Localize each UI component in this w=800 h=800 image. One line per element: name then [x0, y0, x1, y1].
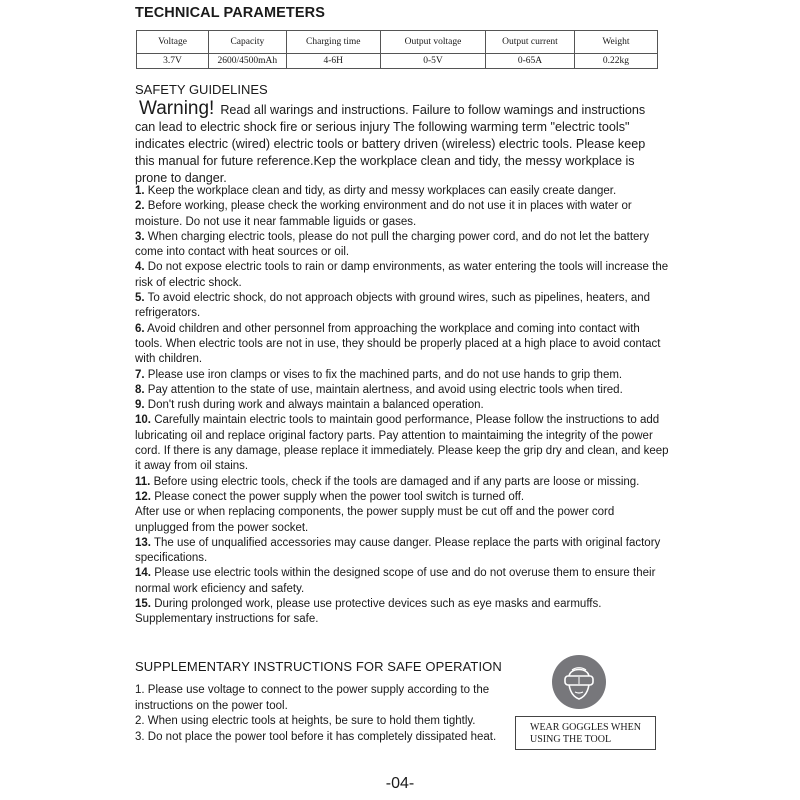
technical-parameters-table: [136, 30, 658, 69]
safety-rule: [135, 475, 670, 490]
safety-rule-number: 9.: [135, 399, 145, 412]
warning-label: Warning!: [139, 98, 215, 119]
safety-rule-text: Before using electric tools, check if the tools are damaged and if any parts are loose or missing.: [153, 475, 640, 488]
value-weight: 0.22kg: [574, 54, 657, 69]
safety-goggles-icon: [552, 655, 606, 709]
safety-rule-number: 14.: [135, 567, 151, 580]
header-output-voltage: Output voltage: [380, 31, 485, 54]
safety-rule: [135, 597, 670, 612]
technical-parameters-title: TECHNICAL PARAMETERS: [135, 5, 325, 21]
page-number: -04-: [385, 775, 415, 792]
supplementary-title: SUPPLEMENTARY INSTRUCTIONS FOR SAFE OPERATION: [135, 659, 502, 674]
value-capacity: 2600/4500mAh: [209, 54, 287, 69]
value-voltage: 3.7V: [137, 54, 209, 69]
value-charging-time: 4-6H: [286, 54, 380, 69]
safety-rule-text: After use or when replacing components, the power supply must be cut off and the power cord unplugged from the power socket.: [135, 506, 615, 534]
safety-rule-text: Avoid children and other personnel from approaching the workplace and coming into contact with tools. When electric tools are not in use, they should be properly placed at a high place to avoid contact with children.: [135, 322, 661, 366]
safety-rule-text: Pay attention to the state of use, maintain alertness, and avoid using electric tools when tired.: [147, 383, 623, 396]
safety-rule: [135, 398, 670, 413]
safety-rule-number: 11.: [135, 475, 151, 488]
safety-rules-list: [135, 184, 670, 628]
safety-rule-text: Before working, please check the working environment and do not use it in places with water or moisture. Do not use it near fammable liguids or gases.: [135, 200, 632, 228]
safety-rule-number: 6.: [135, 322, 145, 335]
safety-rule: [135, 383, 670, 398]
table-header-row: [137, 31, 658, 54]
table-value-row: [137, 54, 658, 69]
safety-rule-number: 3.: [135, 230, 145, 243]
safety-rule: [135, 505, 670, 536]
safety-rule-text: Carefully maintain electric tools to maintain good performance, Please follow the instructions to add lubricating oil and replace original factory parts. Pay attention to maintaiming the integrity of the power cord. If there is any damage, please replace it immediately. Please keep the grip dry and clean, and keep it away from oil stains.: [135, 414, 669, 473]
safety-rule-text: Please use iron clamps or vises to fix the machined parts, and do not use hands to grip them.: [147, 368, 623, 381]
safety-rule-text: Please use electric tools within the designed scope of use and do not overuse them to ensure their normal work eficiency and safety.: [135, 567, 656, 595]
safety-rule-number: 15.: [135, 598, 151, 611]
safety-rule: [135, 230, 670, 261]
goggles-notice-line1: WEAR GOGGLES WHEN: [530, 722, 641, 733]
safety-rule-number: 12.: [135, 490, 151, 503]
header-voltage: Voltage: [137, 31, 209, 54]
value-output-current: 0-65A: [486, 54, 575, 69]
safety-rule: [135, 612, 670, 627]
value-output-voltage: 0-5V: [380, 54, 485, 69]
supplementary-list: [135, 683, 515, 745]
safety-rule-text: During prolonged work, please use protective devices such as eye masks and earmuffs.: [154, 598, 602, 611]
safety-rule-text: Supplementary instructions for safe.: [135, 613, 319, 626]
goggles-notice-line2: USING THE TOOL: [530, 734, 612, 745]
safety-rule-text: Keep the workplace clean and tidy, as dirty and messy workplaces can easily create danger.: [147, 185, 617, 197]
safety-rule: [135, 536, 670, 567]
goggles-notice-box: [515, 716, 656, 750]
safety-rule-number: 7.: [135, 368, 145, 381]
warning-text: Read all warings and instructions. Failure to follow wamings and instructions can lead to electric shock fire or serious injury The following warming term "electric tools" indicates electric (wired) electric tools or battery driven (wireless) electric tools. Please keep this manual for future reference.Kep the workplace clean and tidy, the messy workplace is prone to danger.: [135, 103, 646, 185]
safety-rule: [135, 490, 670, 505]
header-charging-time: Charging time: [286, 31, 380, 54]
safety-rule-number: 13.: [135, 536, 151, 549]
supplementary-item: 3. Do not place the power tool before it has completely dissipated heat.: [135, 730, 497, 743]
safety-rule: [135, 322, 670, 368]
safety-rule-text: Please conect the power supply when the power tool switch is turned off.: [154, 490, 525, 503]
safety-rule-number: 1.: [135, 185, 145, 197]
safety-rule-text: To avoid electric shock, do not approach objects with ground wires, such as pipelines, heaters, and refrigerators.: [135, 292, 651, 320]
safety-rule-text: Don't rush during work and always maintain a balanced operation.: [147, 399, 484, 412]
safety-rule: [135, 199, 670, 230]
supplementary-item: 2. When using electric tools at heights, be sure to hold them tightly.: [135, 715, 476, 727]
safety-rule-text: Do not expose electric tools to rain or damp environments, as water entering the tools will increase the risk of electric shock.: [135, 261, 669, 289]
header-output-current: Output current: [486, 31, 575, 54]
supplementary-item: 1. Please use voltage to connect to the power supply according to the instructions on the power tool.: [135, 684, 490, 712]
safety-rule: [135, 413, 670, 474]
safety-rule: [135, 566, 670, 597]
safety-guidelines-title: SAFETY GUIDELINES: [135, 82, 268, 97]
safety-rule: [135, 260, 670, 291]
safety-rule: [135, 368, 670, 383]
safety-rule-text: The use of unqualified accessories may cause danger. Please replace the parts with original factory specifications.: [135, 536, 661, 565]
warning-paragraph: [135, 100, 665, 187]
safety-rule-number: 5.: [135, 292, 145, 305]
safety-rule-number: 2.: [135, 200, 145, 213]
safety-rule-number: 8.: [135, 383, 145, 396]
safety-rule-number: 4.: [135, 261, 145, 274]
header-capacity: Capacity: [209, 31, 287, 54]
safety-rule: [135, 291, 670, 322]
safety-rule-text: When charging electric tools, please do not pull the charging power cord, and do not let the battery come into contact with heat sources or oil.: [135, 230, 649, 259]
safety-rule: [135, 184, 670, 199]
header-weight: Weight: [574, 31, 657, 54]
safety-rule-number: 10.: [135, 414, 151, 427]
